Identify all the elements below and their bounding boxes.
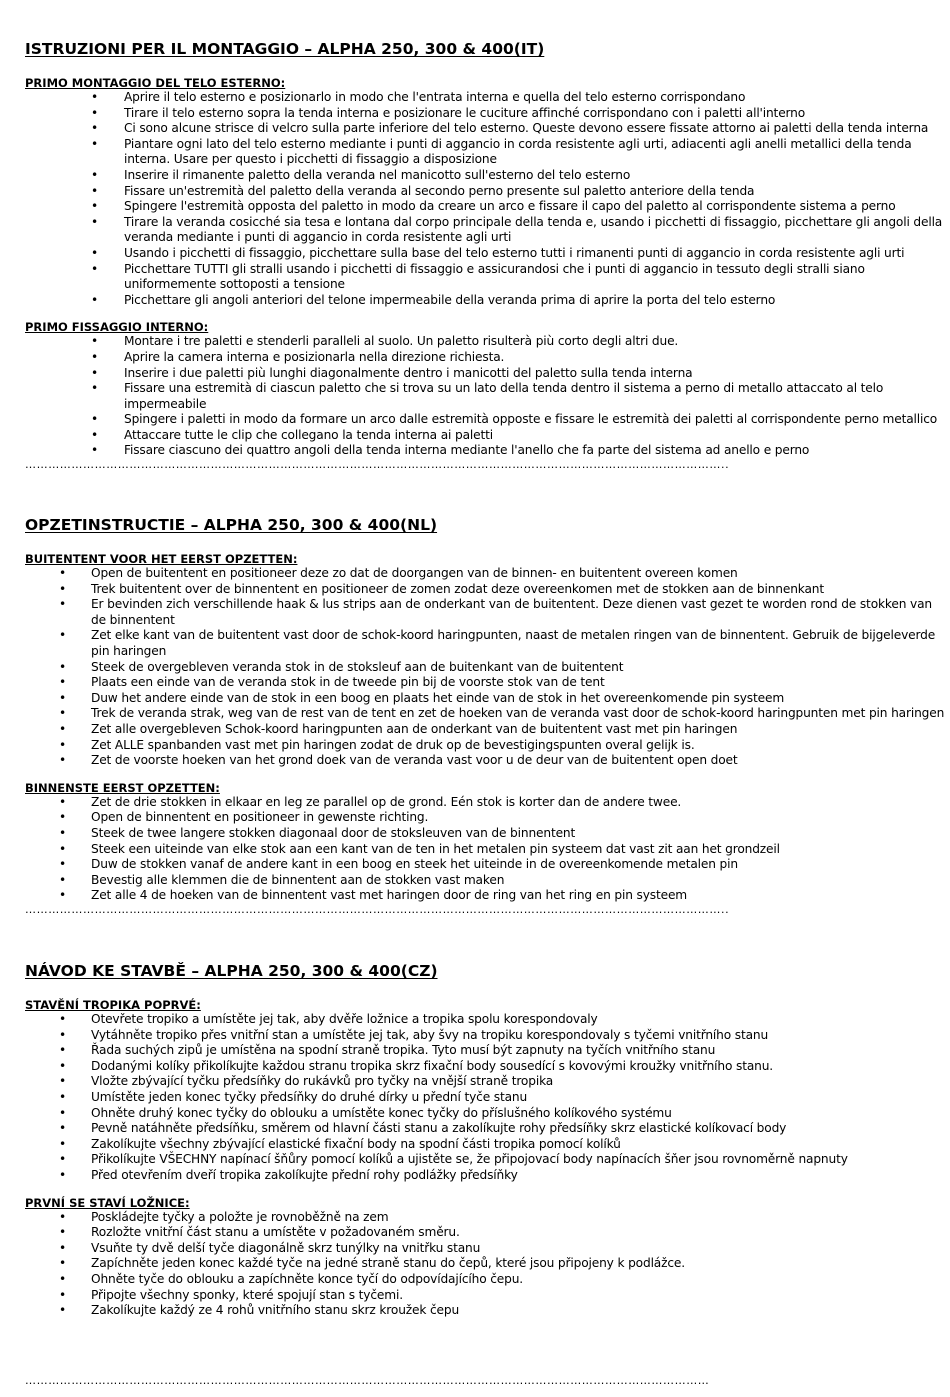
list-item: • Fissare un'estremità del paletto della veranda al secondo perno presente sul paletto anteriore della tenda (25, 184, 947, 200)
list-item: • Tirare la veranda cosicché sia tesa e lontana dal corpo principale della tenda e, usando i picchetti di fissaggio, picchettare gli angoli della veranda mediante i punti di aggancio in corda resistente agli urti (25, 215, 947, 246)
list-item: • Piantare ogni lato del telo esterno mediante i punti di aggancio in corda resistente agli urti, adiacenti agli anelli metallici della tenda interna. Usare per questo i picchetti di fissaggio a disposizione (25, 137, 947, 168)
list-item: • Aprire la camera interna e posizionarla nella direzione richiesta. (25, 350, 947, 366)
list-item: • Umístěte jeden konec tyčky předsíňky do druhé dírky u přední tyče stanu (25, 1090, 947, 1106)
list-item: • Spingere i paletti in modo da formare un arco dalle estremità opposte e fissare le estremità dei paletti al corrispondente perno metallico (25, 412, 947, 428)
list-item: • Vsuňte ty dvě delší tyče diagonálně skrz tunýlky na vnitřku stanu (25, 1241, 947, 1257)
czech-flysheet-list (25, 1012, 947, 1184)
list-item: • Er bevinden zich verschillende haak & lus strips aan de onderkant van de buitentent. Deze dienen vast gezet te worden rond de stokken van de binnentent (25, 597, 947, 628)
dutch-inner-tent-list (25, 795, 947, 904)
list-item: • Zapíchněte jeden konec každé tyče na jedné straně stanu do čepů, které jsou připojeny k podlážce. (25, 1256, 947, 1272)
list-item: • Duw de stokken vanaf de andere kant in een boog en steek het uiteinde in de overeenkomende metalen pin (25, 857, 947, 873)
list-item: • Steek de twee langere stokken diagonaal door de stoksleuven van de binnentent (25, 826, 947, 842)
list-item: • Aprire il telo esterno e posizionarlo in modo che l'entrata interna e quella del telo esterno corrispondano (25, 90, 947, 106)
list-item: • Attaccare tutte le clip che collegano la tenda interna ai paletti (25, 428, 947, 444)
italian-inner-tent-heading: PRIMO FISSAGGIO INTERNO: (25, 320, 209, 335)
list-item: • Open de binnentent en positioneer in gewenste richting. (25, 810, 947, 826)
dutch-divider: ……………………………………………………………………………………………………………………………………………………………….. (25, 903, 730, 916)
list-item: • Zakolíkujte každý ze 4 rohů vnitřního stanu skrz kroužek čepu (25, 1303, 947, 1319)
czech-instructions (25, 960, 947, 1319)
dutch-title: OPZETINSTRUCTIE – ALPHA 250, 300 & 400(NL) (25, 516, 438, 534)
italian-outer-tent-list (25, 90, 947, 308)
list-item: • Ohněte tyče do oblouku a zapíchněte konce tyčí do odpovídajícího čepu. (25, 1272, 947, 1288)
list-item: • Trek buitentent over de binnentent en positioneer de zomen zodat deze overeenkomen met de stokken aan de binnenkant (25, 582, 947, 598)
czech-flysheet-heading: STAVĚNÍ TROPIKA POPRVÉ: (25, 998, 201, 1012)
list-item: • Zet de voorste hoeken van het grond doek van de veranda vast voor u de deur van de buitentent open doet (25, 753, 947, 769)
list-item: • Picchettare gli angoli anteriori del telone impermeabile della veranda prima di aprire la porta del telo esterno (25, 293, 947, 309)
list-item: • Zet elke kant van de buitentent vast door de schok-koord haringpunten, naast de metalen ringen van de binnentent. Gebruik de bijgeleverde pin haringen (25, 628, 947, 659)
list-item: • Pevně natáhněte předsíňku, směrem od hlavní části stanu a zakolíkujte rohy předsíňky skrz elastické kolíkovací body (25, 1121, 947, 1137)
list-item: • Připojte všechny sponky, které spojují stan s tyčemi. (25, 1288, 947, 1304)
czech-bedroom-list (25, 1210, 947, 1319)
italian-instructions (25, 38, 947, 471)
italian-title: ISTRUZIONI PER IL MONTAGGIO – ALPHA 250, 300 & 400(IT) (25, 40, 545, 58)
italian-outer-tent-heading: PRIMO MONTAGGIO DEL TELO ESTERNO: (25, 76, 286, 90)
list-item: • Bevestig alle klemmen die de binnentent aan de stokken vast maken (25, 873, 947, 889)
list-item: • Montare i tre paletti e stenderli paralleli al suolo. Un paletto risulterà più corto degli altri due. (25, 334, 947, 350)
list-item: • Picchettare TUTTI gli stralli usando i picchetti di fissaggio e assicurandosi che i punti di aggancio in tessuto degli stralli siano uniformemente sottoposti a tensione (25, 262, 947, 293)
list-item: • Otevřete tropiko a umístěte jej tak, aby dvěře ložnice a tropika spolu korespondovaly (25, 1012, 947, 1028)
dutch-outer-tent-list (25, 566, 947, 769)
list-item: • Ci sono alcune strisce di velcro sulla parte inferiore del telo esterno. Queste devono essere fissate attorno ai paletti della tenda interna (25, 121, 947, 137)
list-item: • Dodanými kolíky přikolíkujte každou stranu tropika skrz fixační body sousedící s kovovými kroužky vnitřního stanu. (25, 1059, 947, 1075)
list-item: • Vytáhněte tropiko přes vnitřní stan a umístěte jej tak, aby švy na tropiku korespondovaly s tyčemi vnitřního stanu (25, 1028, 947, 1044)
list-item: • Duw het andere einde van de stok in een boog en plaats het einde van de stok in het overeenkomende pin systeem (25, 691, 947, 707)
list-item: • Fissare ciascuno dei quattro angoli della tenda interna mediante l'anello che fa parte del sistema ad anello e perno (25, 443, 947, 459)
list-item: • Přikolíkujte VŠECHNY napínací šňůry pomocí kolíků a ujistěte se, že připojovací body napínacích šňer jsou rovnoměrně napnuty (25, 1152, 947, 1168)
list-item: • Rozložte vnitřní část stanu a umístěte v požadovaném směru. (25, 1225, 947, 1241)
list-item: • Poskládejte tyčky a položte je rovnoběžně na zem (25, 1210, 947, 1226)
dutch-instructions (25, 514, 947, 916)
list-item: • Open de buitentent en positioneer deze zo dat de doorgangen van de binnen- en buitentent overeen komen (25, 566, 947, 582)
czech-title: NÁVOD KE STAVBĚ – ALPHA 250, 300 & 400(CZ) (25, 962, 438, 980)
list-item: • Zet alle 4 de hoeken van de binnentent vast met haringen door de ring van het ring en pin systeem (25, 888, 947, 904)
list-item: • Zet ALLE spanbanden vast met pin haringen zodat de druk op de bevestigingspunten overal gelijk is. (25, 738, 947, 754)
list-item: • Plaats een einde van de veranda stok in de tweede pin bij de voorste stok van de tent (25, 675, 947, 691)
list-item: • Trek de veranda strak, weg van de rest van de tent en zet de hoeken van de veranda vast door de schok-koord haringpunten met pin haringen (25, 706, 947, 722)
list-item: • Zet de drie stokken in elkaar en leg ze parallel op de grond. Eén stok is korter dan de andere twee. (25, 795, 947, 811)
list-item: • Steek een uiteinde van elke stok aan een kant van de ten in het metalen pin systeem dat vast zit aan het grondzeil (25, 842, 947, 858)
list-item: • Usando i picchetti di fissaggio, picchettare sulla base del telo esterno tutti i rimanenti punti di aggancio in corda resistente agli urti (25, 246, 947, 262)
list-item: • Vložte zbývající tyčku předsíňky do rukávků pro tyčky na vnější straně tropika (25, 1074, 947, 1090)
list-item: • Řada suchých zipů je umístěna na spodní straně tropika. Tyto musí být zapnuty na tyčích vnitřního stanu (25, 1043, 947, 1059)
italian-inner-tent-list (25, 334, 947, 459)
list-item: • Ohněte druhý konec tyčky do oblouku a umístěte konec tyčky do příslušného kolíkového systému (25, 1106, 947, 1122)
czech-bedroom-heading: PRVNÍ SE STAVÍ LOŽNICE: (25, 1195, 190, 1210)
dutch-outer-tent-heading: BUITENTENT VOOR HET EERST OPZETTEN: (25, 552, 298, 566)
list-item: • Fissare una estremità di ciascun paletto che si trova su un lato della tenda dentro il sistema a perno di metallo attaccato al telo impermeabile (25, 381, 947, 412)
list-item: • Zet alle overgebleven Schok-koord haringpunten aan de onderkant van de buitentent vast met pin haringen (25, 722, 947, 738)
list-item: • Před otevřením dveří tropika zakolíkujte přední rohy podlážky předsíňky (25, 1168, 947, 1184)
list-item: • Inserire i due paletti più lunghi diagonalmente dentro i manicotti del paletto sulla tenda interna (25, 366, 947, 382)
czech-divider: …………………………………………………………………………………………………………………………………………………………… (25, 1375, 710, 1387)
list-item: • Steek de overgebleven veranda stok in de stoksleuf aan de buitenkant van de buitentent (25, 660, 947, 676)
list-item: • Zakolíkujte všechny zbývající elastické fixační body na spodní části tropika pomocí kolíků (25, 1137, 947, 1153)
list-item: • Tirare il telo esterno sopra la tenda interna e posizionare le cuciture affinché corrispondano con i paletti all'interno (25, 106, 947, 122)
dutch-inner-tent-heading: BINNENSTE EERST OPZETTEN: (25, 780, 220, 795)
italian-divider: ……………………………………………………………………………………………………………………………………………………………….. (25, 459, 730, 472)
list-item: • Inserire il rimanente paletto della veranda nel manicotto sull'esterno del telo esterno (25, 168, 947, 184)
list-item: • Spingere l'estremità opposta del paletto in modo da creare un arco e fissare il capo del paletto al corrispondente sistema a perno (25, 199, 947, 215)
